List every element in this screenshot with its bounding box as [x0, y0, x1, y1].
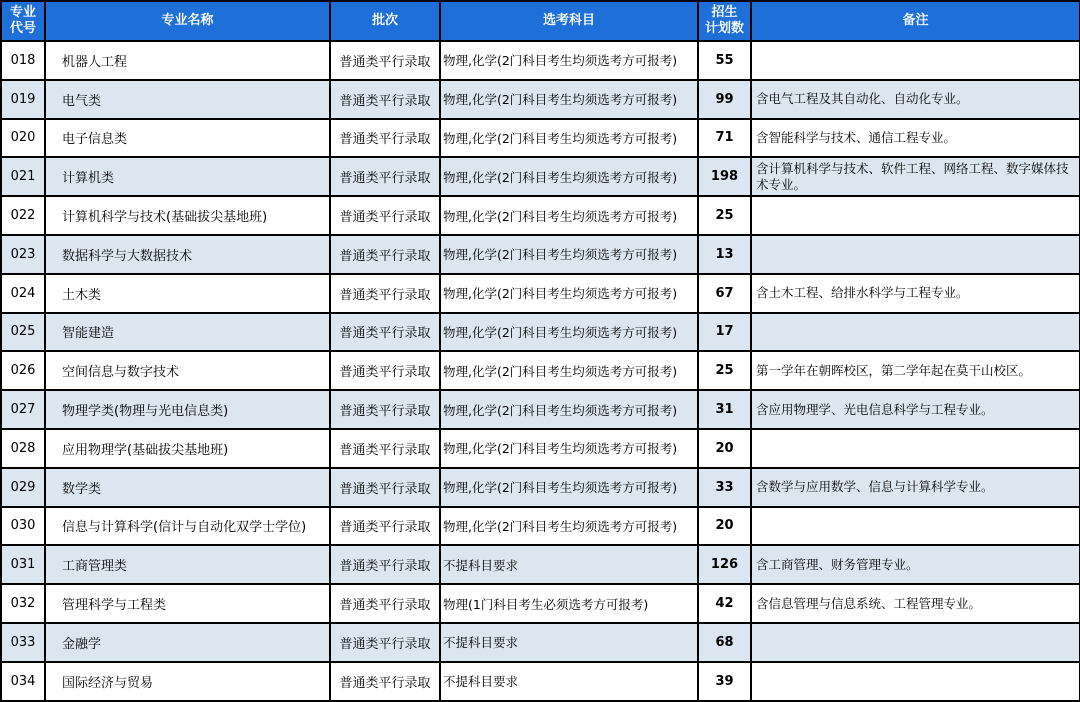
cell-note: 含智能科学与技术、通信工程专业。 [751, 119, 1080, 158]
cell-note: 第一学年在朝晖校区，第二学年起在莫干山校区。 [751, 351, 1080, 390]
cell-batch: 普通类平行录取 [330, 545, 440, 584]
cell-batch: 普通类平行录取 [330, 274, 440, 313]
table-row [1, 390, 1080, 429]
cell-plan-count: 20 [698, 507, 751, 546]
cell-code: 032 [1, 584, 45, 623]
cell-subjects: 物理,化学(2门科目考生均须选考方可报考) [440, 157, 698, 196]
cell-code: 029 [1, 468, 45, 507]
cell-plan-count: 20 [698, 429, 751, 468]
table-row [1, 274, 1080, 313]
cell-batch: 普通类平行录取 [330, 119, 440, 158]
cell-code: 019 [1, 80, 45, 119]
table-body [1, 41, 1080, 701]
header-code-line2: 代号 [9, 21, 36, 36]
cell-plan-count: 39 [698, 662, 751, 701]
header-count-line1: 招生 [711, 5, 738, 20]
cell-note [751, 235, 1080, 274]
cell-code: 023 [1, 235, 45, 274]
header-count-line2: 计划数 [704, 21, 744, 36]
cell-batch: 普通类平行录取 [330, 196, 440, 235]
cell-plan-count: 33 [698, 468, 751, 507]
cell-plan-count: 55 [698, 41, 751, 80]
table-row [1, 468, 1080, 507]
cell-subjects: 物理,化学(2门科目考生均须选考方可报考) [440, 119, 698, 158]
header-code-line1: 专业 [9, 5, 36, 20]
cell-subjects: 物理,化学(2门科目考生均须选考方可报考) [440, 196, 698, 235]
cell-subjects: 物理(1门科目考生必须选考方可报考) [440, 584, 698, 623]
cell-note [751, 196, 1080, 235]
cell-batch: 普通类平行录取 [330, 41, 440, 80]
cell-plan-count: 13 [698, 235, 751, 274]
cell-batch: 普通类平行录取 [330, 351, 440, 390]
table-row [1, 351, 1080, 390]
table-row [1, 196, 1080, 235]
cell-major-name: 管理科学与工程类 [45, 584, 330, 623]
cell-code: 031 [1, 545, 45, 584]
cell-major-name: 金融学 [45, 623, 330, 662]
cell-subjects: 不提科目要求 [440, 623, 698, 662]
cell-code: 034 [1, 662, 45, 701]
cell-major-name: 电气类 [45, 80, 330, 119]
cell-subjects: 不提科目要求 [440, 545, 698, 584]
cell-subjects: 不提科目要求 [440, 662, 698, 701]
table-row [1, 662, 1080, 701]
cell-batch: 普通类平行录取 [330, 584, 440, 623]
cell-note [751, 662, 1080, 701]
cell-batch: 普通类平行录取 [330, 80, 440, 119]
cell-plan-count: 42 [698, 584, 751, 623]
cell-subjects: 物理,化学(2门科目考生均须选考方可报考) [440, 429, 698, 468]
cell-batch: 普通类平行录取 [330, 157, 440, 196]
table-row [1, 235, 1080, 274]
cell-plan-count: 25 [698, 351, 751, 390]
cell-subjects: 物理,化学(2门科目考生均须选考方可报考) [440, 468, 698, 507]
cell-code: 026 [1, 351, 45, 390]
cell-major-name: 智能建造 [45, 313, 330, 352]
cell-batch: 普通类平行录取 [330, 390, 440, 429]
cell-major-name: 电子信息类 [45, 119, 330, 158]
cell-major-name: 应用物理学(基础拔尖基地班) [45, 429, 330, 468]
cell-code: 033 [1, 623, 45, 662]
cell-note: 含应用物理学、光电信息科学与工程专业。 [751, 390, 1080, 429]
cell-subjects: 物理,化学(2门科目考生均须选考方可报考) [440, 235, 698, 274]
cell-note: 含计算机科学与技术、软件工程、网络工程、数字媒体技术专业。 [751, 157, 1080, 196]
table-row [1, 545, 1080, 584]
header-note: 备注 [751, 1, 1080, 41]
table-row [1, 313, 1080, 352]
cell-plan-count: 25 [698, 196, 751, 235]
cell-subjects: 物理,化学(2门科目考生均须选考方可报考) [440, 274, 698, 313]
cell-plan-count: 198 [698, 157, 751, 196]
table-row [1, 41, 1080, 80]
cell-subjects: 物理,化学(2门科目考生均须选考方可报考) [440, 351, 698, 390]
header-row [1, 1, 1080, 41]
cell-major-name: 物理学类(物理与光电信息类) [45, 390, 330, 429]
cell-plan-count: 126 [698, 545, 751, 584]
cell-note: 含数学与应用数学、信息与计算科学专业。 [751, 468, 1080, 507]
cell-plan-count: 68 [698, 623, 751, 662]
cell-code: 030 [1, 507, 45, 546]
cell-batch: 普通类平行录取 [330, 468, 440, 507]
cell-plan-count: 31 [698, 390, 751, 429]
cell-plan-count: 67 [698, 274, 751, 313]
cell-note: 含土木工程、给排水科学与工程专业。 [751, 274, 1080, 313]
cell-note [751, 623, 1080, 662]
header-count [698, 1, 751, 41]
cell-major-name: 空间信息与数字技术 [45, 351, 330, 390]
cell-code: 028 [1, 429, 45, 468]
cell-subjects: 物理,化学(2门科目考生均须选考方可报考) [440, 507, 698, 546]
table-row [1, 119, 1080, 158]
cell-batch: 普通类平行录取 [330, 235, 440, 274]
cell-plan-count: 99 [698, 80, 751, 119]
cell-code: 025 [1, 313, 45, 352]
cell-batch: 普通类平行录取 [330, 313, 440, 352]
cell-subjects: 物理,化学(2门科目考生均须选考方可报考) [440, 390, 698, 429]
cell-major-name: 工商管理类 [45, 545, 330, 584]
table-row [1, 507, 1080, 546]
header-code [1, 1, 45, 41]
cell-note [751, 429, 1080, 468]
cell-note [751, 41, 1080, 80]
cell-note: 含工商管理、财务管理专业。 [751, 545, 1080, 584]
cell-batch: 普通类平行录取 [330, 662, 440, 701]
cell-subjects: 物理,化学(2门科目考生均须选考方可报考) [440, 313, 698, 352]
header-name: 专业名称 [45, 1, 330, 41]
cell-note [751, 507, 1080, 546]
table-row [1, 80, 1080, 119]
cell-major-name: 数学类 [45, 468, 330, 507]
cell-code: 021 [1, 157, 45, 196]
cell-code: 024 [1, 274, 45, 313]
cell-plan-count: 71 [698, 119, 751, 158]
cell-major-name: 计算机类 [45, 157, 330, 196]
table-row [1, 584, 1080, 623]
table-row [1, 623, 1080, 662]
cell-batch: 普通类平行录取 [330, 507, 440, 546]
cell-major-name: 机器人工程 [45, 41, 330, 80]
cell-note [751, 313, 1080, 352]
cell-subjects: 物理,化学(2门科目考生均须选考方可报考) [440, 41, 698, 80]
table-row [1, 157, 1080, 196]
cell-plan-count: 17 [698, 313, 751, 352]
cell-note: 含信息管理与信息系统、工程管理专业。 [751, 584, 1080, 623]
cell-code: 022 [1, 196, 45, 235]
cell-code: 027 [1, 390, 45, 429]
cell-major-name: 国际经济与贸易 [45, 662, 330, 701]
cell-major-name: 土木类 [45, 274, 330, 313]
cell-major-name: 计算机科学与技术(基础拔尖基地班) [45, 196, 330, 235]
cell-note: 含电气工程及其自动化、自动化专业。 [751, 80, 1080, 119]
cell-batch: 普通类平行录取 [330, 429, 440, 468]
cell-major-name: 信息与计算科学(信计与自动化双学士学位) [45, 507, 330, 546]
header-subjects: 选考科目 [440, 1, 698, 41]
table-row [1, 429, 1080, 468]
cell-major-name: 数据科学与大数据技术 [45, 235, 330, 274]
cell-code: 018 [1, 41, 45, 80]
cell-code: 020 [1, 119, 45, 158]
header-batch: 批次 [330, 1, 440, 41]
cell-subjects: 物理,化学(2门科目考生均须选考方可报考) [440, 80, 698, 119]
cell-batch: 普通类平行录取 [330, 623, 440, 662]
